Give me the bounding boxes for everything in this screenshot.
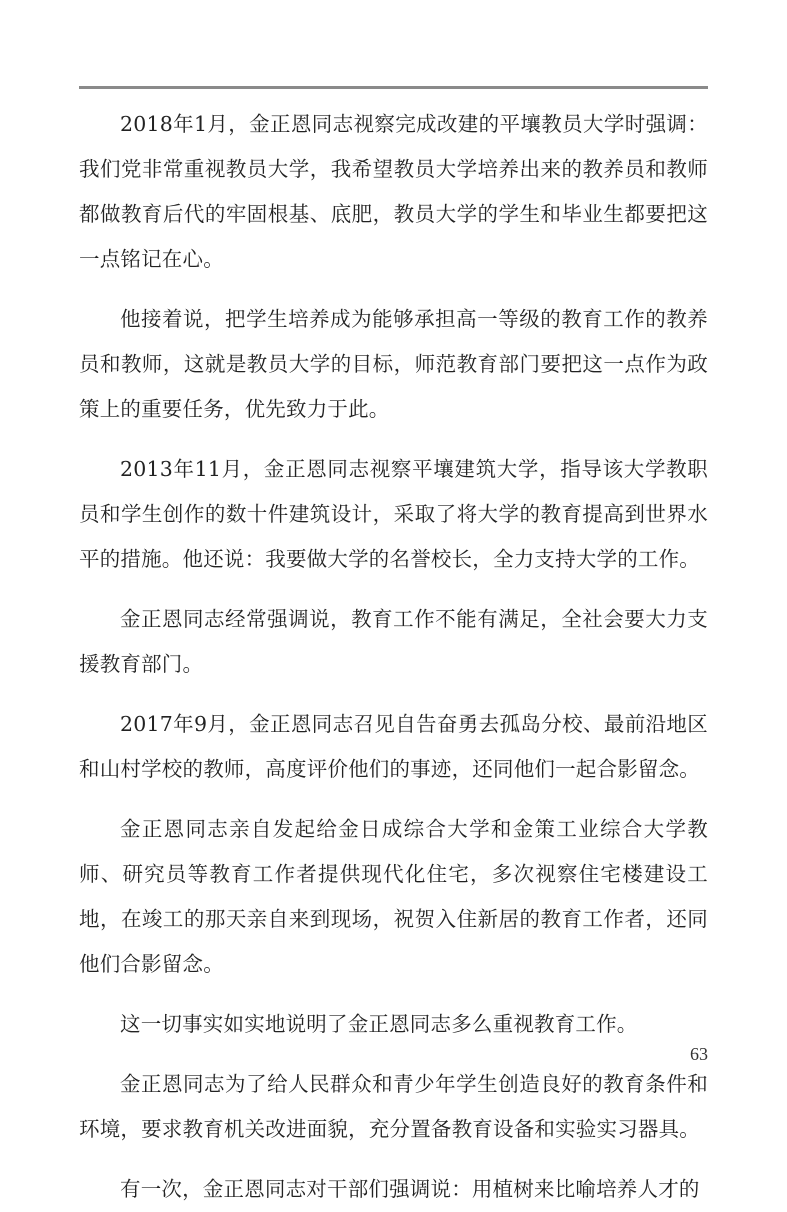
paragraph-9: 有一次，金正恩同志对干部们强调说：用植树来比喻培养人才的 <box>120 1177 700 1201</box>
paragraph-3: 2013年11月，金正恩同志视察平壤建筑大学，指导该大学教职员和学生创作的数十件建筑设计，采取了将大学的教育提高到世界水平的措施。他还说：我要做大学的名誉校长，全力支持大学的工作。 <box>79 457 708 571</box>
paragraph-7: 这一切事实如实地说明了金正恩同志多么重视教育工作。 <box>120 1012 638 1036</box>
paragraph-1: 2018年1月，金正恩同志视察完成改建的平壤教员大学时强调：我们党非常重视教员大学，我希望教员大学培养出来的教养员和教师都做教育后代的牢固根基、底肥，教员大学的学生和毕业生都要把这一点铭记在心。 <box>79 112 708 271</box>
paragraph-6: 金正恩同志亲自发起给金日成综合大学和金策工业综合大学教师、研究员等教育工作者提供现代化住宅，多次视察住宅楼建设工地，在竣工的那天亲自来到现场，祝贺入住新居的教育工作者，还同他们合影留念。 <box>79 817 708 976</box>
page-body <box>79 102 708 1212</box>
paragraph-4: 金正恩同志经常强调说，教育工作不能有满足，全社会要大力支援教育部门。 <box>79 607 708 676</box>
paragraph-2: 他接着说，把学生培养成为能够承担高一等级的教育工作的教养员和教师，这就是教员大学的目标，师范教育部门要把这一点作为政策上的重要任务，优先致力于此。 <box>79 307 708 421</box>
page-number: 63 <box>690 1044 708 1064</box>
paragraph-8: 金正恩同志为了给人民群众和青少年学生创造良好的教育条件和环境，要求教育机关改进面貌，充分置备教育设备和实验实习器具。 <box>79 1072 708 1141</box>
paragraph-5: 2017年9月，金正恩同志召见自告奋勇去孤岛分校、最前沿地区和山村学校的教师，高度评价他们的事迹，还同他们一起合影留念。 <box>79 712 708 781</box>
header-rule <box>79 86 708 89</box>
